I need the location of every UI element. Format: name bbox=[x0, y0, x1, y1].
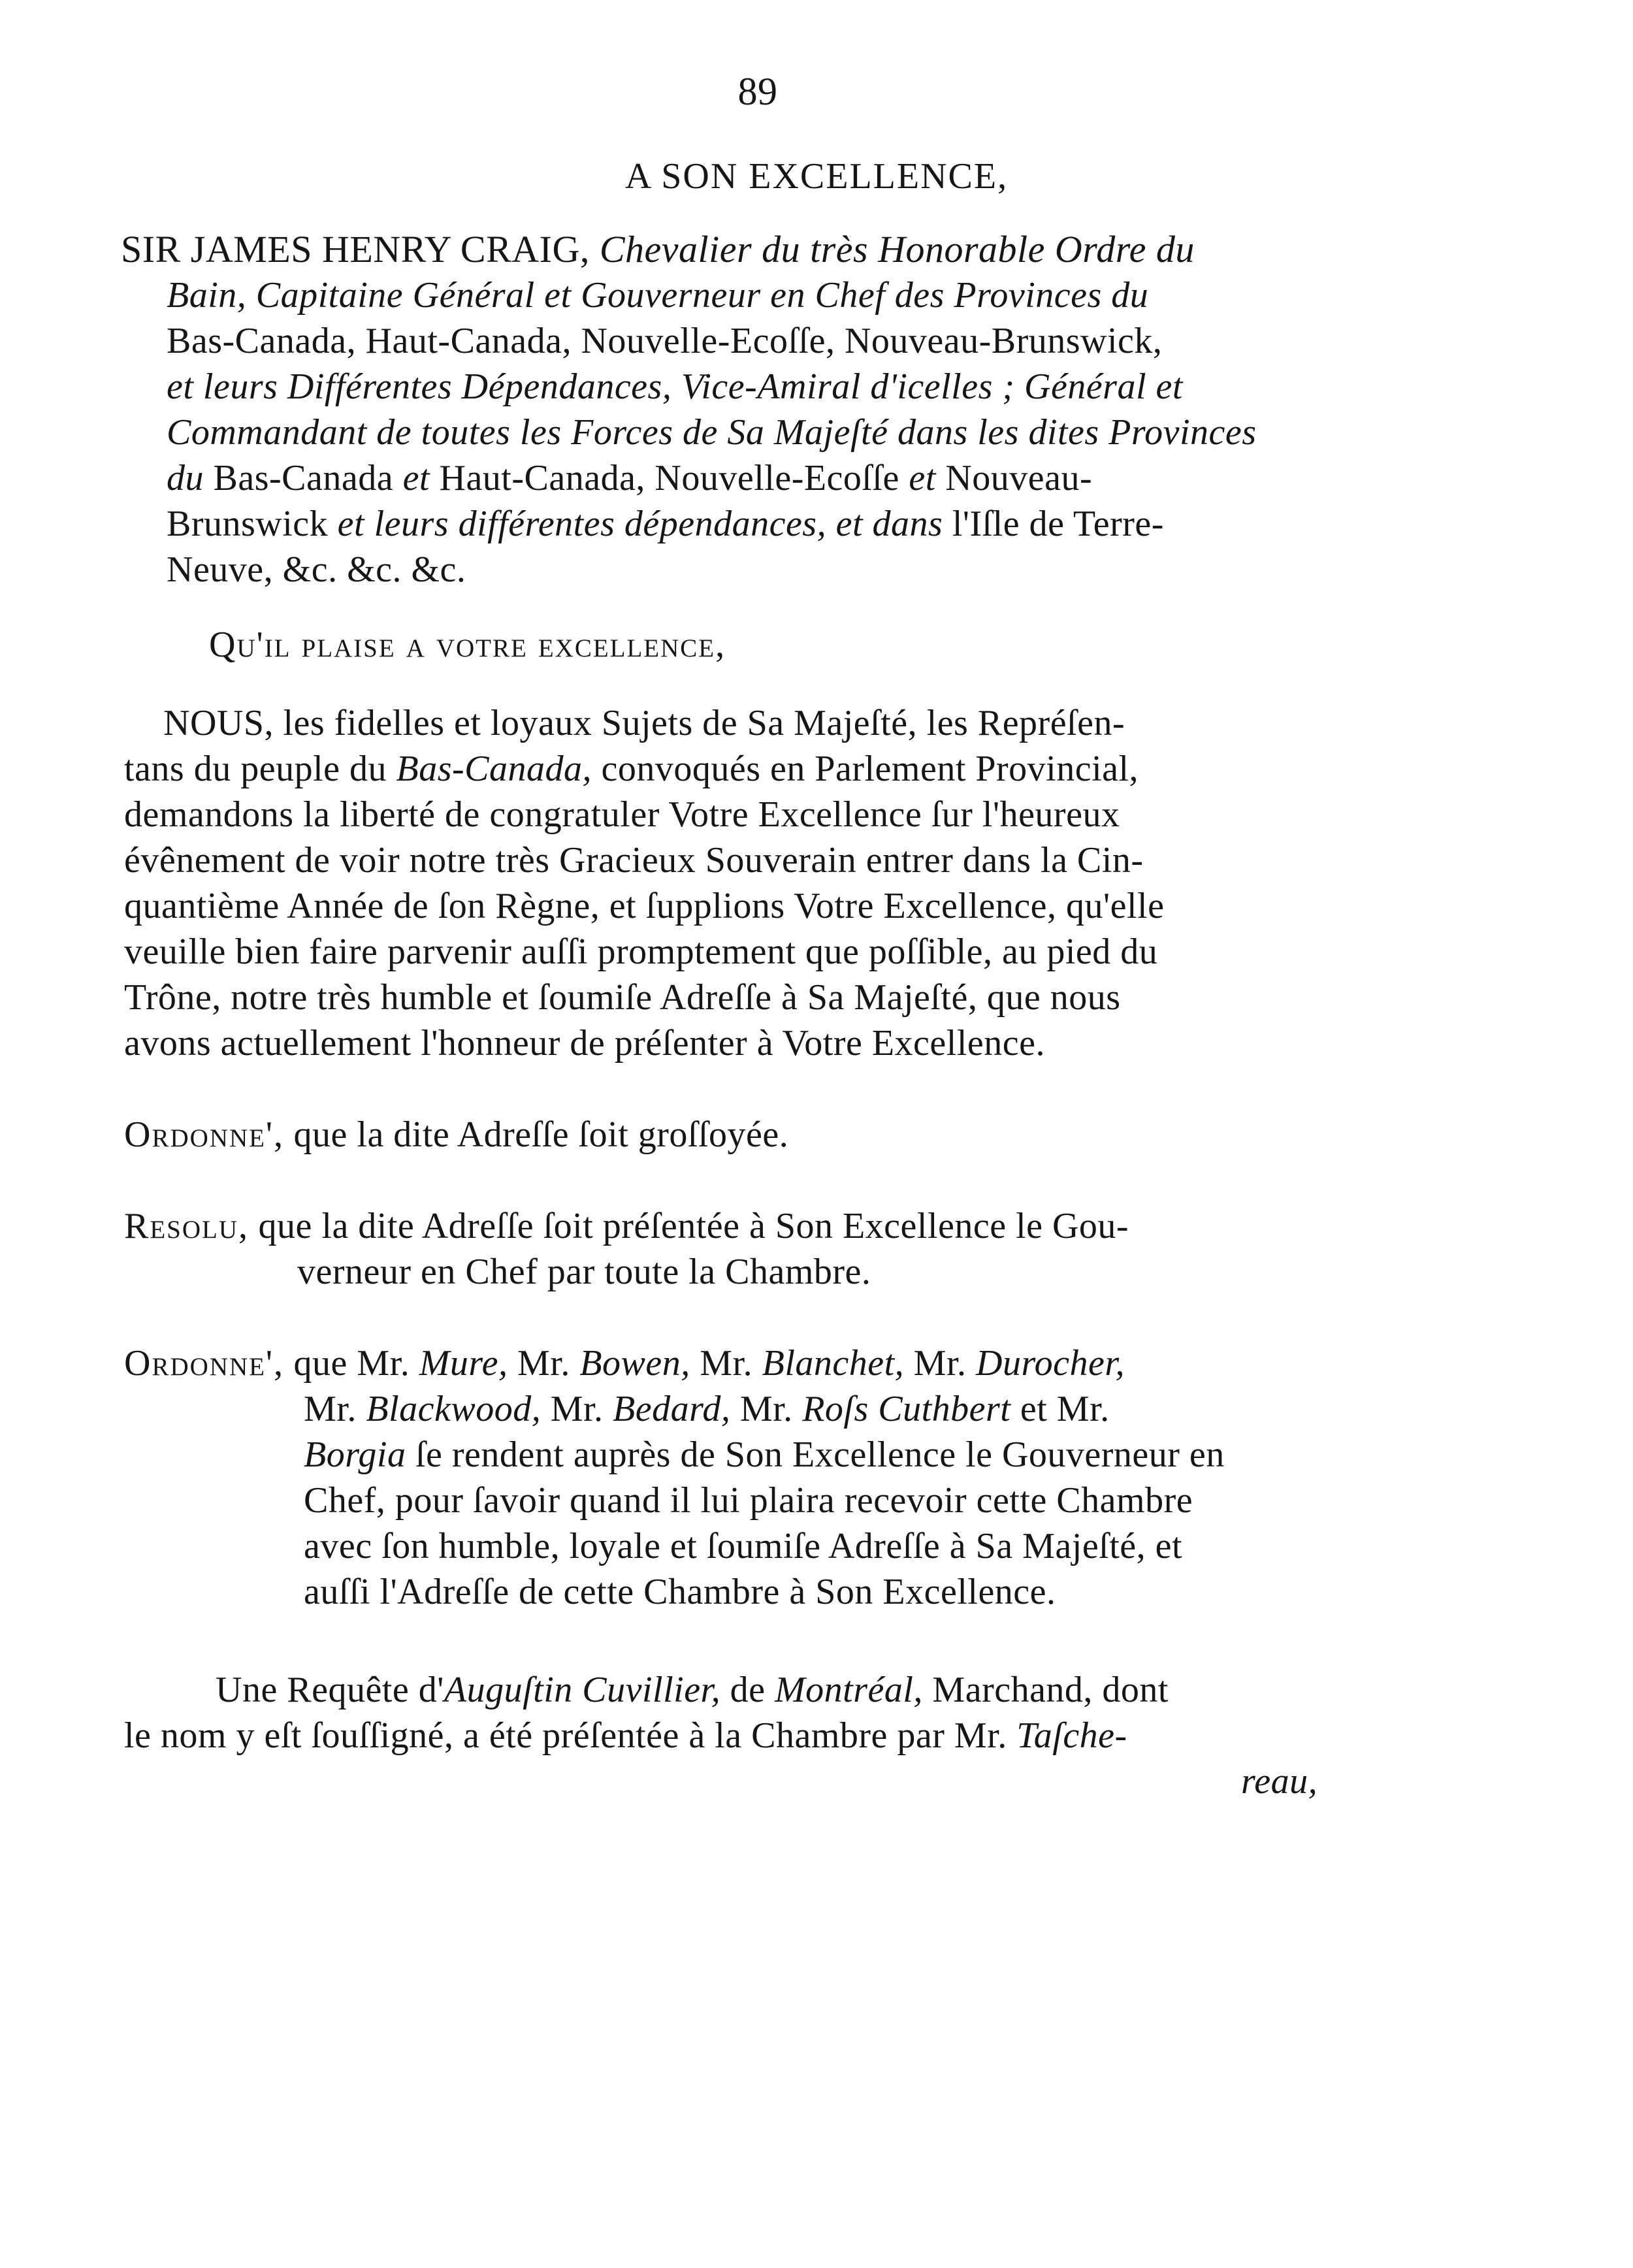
text-run: tans du peuple du bbox=[124, 749, 396, 789]
resolu-line bbox=[124, 1205, 1431, 1247]
italic-text-run: Borgia bbox=[304, 1434, 406, 1475]
address-line bbox=[167, 274, 1375, 316]
text-run: Bas-Canada, Haut-Canada, Nouvelle-Ecoſſe, Nouveau-Brunswick, bbox=[167, 321, 1163, 361]
italic-text-run: Auguſtin Cuvillier, bbox=[444, 1670, 721, 1710]
italic-text-run: Commandant de toutes les Forces de Sa Majeſté dans les dites Provinces bbox=[167, 412, 1257, 453]
ordonne-line bbox=[304, 1571, 1414, 1613]
petition-line bbox=[124, 977, 1431, 1018]
text-run: quantième Année de ſon Règne, et ſupplions Votre Excellence, qu'elle bbox=[124, 886, 1165, 926]
ordonne-line bbox=[304, 1525, 1414, 1567]
requete-line bbox=[216, 1669, 1457, 1711]
text-run: Mr. bbox=[904, 1343, 977, 1384]
address-line bbox=[167, 320, 1375, 362]
text-run: Mr. bbox=[508, 1343, 580, 1384]
text-run: de bbox=[720, 1670, 775, 1710]
ordonne-line bbox=[304, 1388, 1414, 1430]
ordonne-label: Ordonne', bbox=[124, 1114, 285, 1155]
text-run: évênement de voir notre très Gracieux Souverain entrer dans la Cin- bbox=[124, 840, 1144, 881]
petition-line bbox=[124, 1022, 1431, 1064]
petition-line bbox=[124, 931, 1431, 973]
text-run: SIR JAMES HENRY CRAIG, bbox=[121, 228, 600, 270]
text-run: Neuve, &c. &c. &c. bbox=[167, 549, 466, 590]
italic-text-run: et leurs Différentes Dépendances, Vice-Amiral d'icelles ; Général et bbox=[167, 366, 1183, 407]
italic-text-run: et leurs différentes dépendances, et dans bbox=[337, 504, 952, 544]
text-run: Mr. bbox=[730, 1389, 803, 1429]
address-line bbox=[167, 412, 1375, 453]
address-line bbox=[167, 457, 1375, 499]
petition-line bbox=[124, 885, 1431, 927]
catchword: reau, bbox=[1241, 1761, 1318, 1802]
italic-text-run: Bowen, bbox=[579, 1343, 690, 1384]
italic-text-run: Blackwood, bbox=[366, 1389, 542, 1429]
salutation: Qu'il plaise a votre excellence, bbox=[209, 624, 726, 665]
text-run: le nom y eſt ſouſſigné, a été préſentée à la Chambre par Mr. bbox=[124, 1715, 1017, 1756]
text-run: et Mr. bbox=[1011, 1389, 1110, 1429]
ordonne-label: Ordonne', bbox=[124, 1343, 285, 1384]
text-run: Chef, pour ſavoir quand il lui plaira recevoir cette Chambre bbox=[304, 1480, 1193, 1521]
address-line bbox=[167, 366, 1375, 408]
italic-text-run: Chevalier du très Honorable Ordre du bbox=[599, 228, 1195, 270]
italic-text-run: et bbox=[402, 458, 440, 498]
ordonne-line bbox=[124, 1342, 1431, 1384]
petition-line bbox=[124, 794, 1431, 835]
address-line bbox=[167, 549, 1375, 591]
italic-text-run: et bbox=[909, 458, 946, 498]
italic-text-run: du bbox=[167, 458, 214, 498]
address-line bbox=[121, 229, 1362, 270]
text-run: Brunswick bbox=[167, 504, 338, 544]
text-run: Mr. bbox=[304, 1389, 366, 1429]
ordonne-order-1 bbox=[124, 1114, 1300, 1156]
ordonne-text: que la dite Adreſſe ſoit groſſoyée. bbox=[284, 1114, 789, 1155]
ordonne-text bbox=[284, 1343, 1125, 1384]
text-run: avec ſon humble, loyale et ſoumiſe Adreſſe à Sa Majeſté, et bbox=[304, 1526, 1183, 1566]
text-run: veuille bien faire parvenir auſſi promptement que poſſible, au pied du bbox=[124, 932, 1158, 972]
header-title: A SON EXCELLENCE, bbox=[624, 156, 1009, 197]
address-line bbox=[167, 503, 1375, 545]
text-run: NOUS, les fidelles et loyaux Sujets de Sa Majeſté, les Repréſen- bbox=[163, 703, 1125, 743]
text-run: Nouveau- bbox=[945, 458, 1093, 498]
ordonne-line bbox=[304, 1480, 1414, 1521]
resolu-line: verneur en Chef par toute la Chambre. bbox=[297, 1252, 871, 1292]
resolu-text: que la dite Adreſſe ſoit préſentée à Son Excellence le Gou- bbox=[249, 1206, 1129, 1246]
italic-text-run: Taſche- bbox=[1016, 1715, 1127, 1756]
text-run: convoqués en Parlement Provincial, bbox=[591, 749, 1139, 789]
italic-text-run: Bedard, bbox=[613, 1389, 731, 1429]
requete-line bbox=[124, 1715, 1431, 1757]
text-run: Mr. bbox=[541, 1389, 613, 1429]
text-run: ſe rendent auprès de Son Excellence le Gouverneur en bbox=[406, 1434, 1225, 1475]
italic-text-run: Bain, Capitaine Général et Gouverneur en Chef des Provinces du bbox=[167, 275, 1149, 316]
text-run: Trône, notre très humble et ſoumiſe Adreſſe à Sa Majeſté, que nous bbox=[124, 977, 1121, 1018]
italic-text-run: Roſs Cuthbert bbox=[802, 1389, 1011, 1429]
text-run: Une Requête d' bbox=[216, 1670, 444, 1710]
text-run: demandons la liberté de congratuler Votre Excellence ſur l'heureux bbox=[124, 794, 1120, 835]
text-run: Haut-Canada, Nouvelle-Ecoſſe bbox=[439, 458, 909, 498]
page-number: 89 bbox=[737, 70, 778, 113]
resolu-label: Resolu, bbox=[124, 1206, 250, 1246]
petition-line bbox=[163, 702, 1470, 744]
text-run: avons actuellement l'honneur de préſenter à Votre Excellence. bbox=[124, 1023, 1045, 1063]
italic-text-run: Mure, bbox=[419, 1343, 508, 1384]
text-run: auſſi l'Adreſſe de cette Chambre à Son Excellence. bbox=[304, 1572, 1056, 1612]
text-run: Bas-Canada bbox=[213, 458, 403, 498]
text-run: Mr. bbox=[690, 1343, 762, 1384]
ordonne-line bbox=[304, 1434, 1414, 1476]
petition-line bbox=[124, 839, 1431, 881]
text-run: Marchand, dont bbox=[922, 1670, 1169, 1710]
italic-text-run: Montréal, bbox=[775, 1670, 923, 1710]
italic-text-run: Bas-Canada, bbox=[396, 749, 592, 789]
italic-text-run: Blanchet, bbox=[762, 1343, 905, 1384]
petition-line bbox=[124, 748, 1431, 790]
italic-text-run: Durocher, bbox=[976, 1343, 1125, 1384]
text-run: l'Iſle de Terre- bbox=[952, 504, 1164, 544]
text-run: que Mr. bbox=[284, 1343, 419, 1384]
